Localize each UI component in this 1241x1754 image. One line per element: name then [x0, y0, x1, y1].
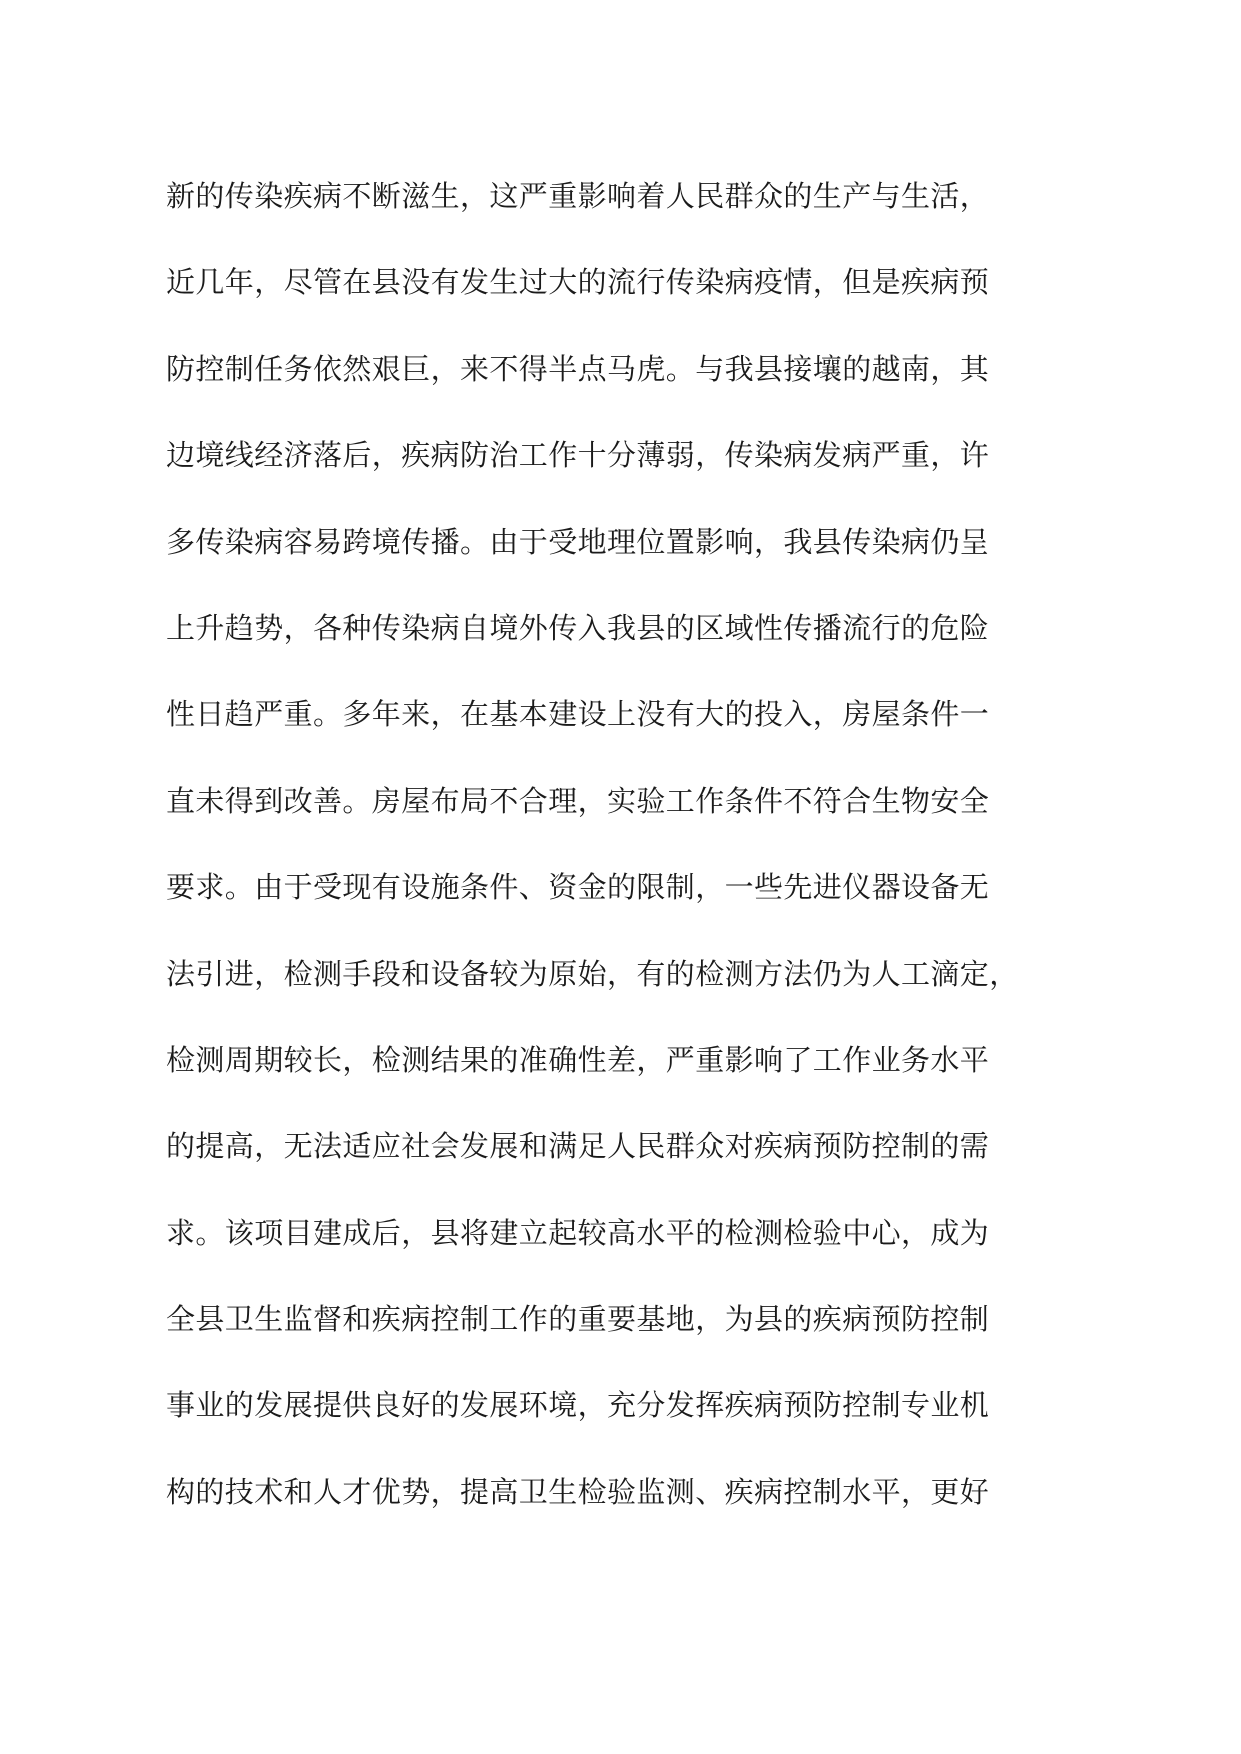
text-line: 的提高，无法适应社会发展和满足人民群众对疾病预防控制的需: [166, 1129, 990, 1164]
text-line: 要求。由于受现有设施条件、资金的限制，一些先进仪器设备无: [166, 870, 990, 905]
text-line: 多传染病容易跨境传播。由于受地理位置影响，我县传染病仍呈: [166, 524, 990, 559]
body-paragraph: [166, 178, 1096, 1560]
text-line: 直未得到改善。房屋布局不合理，实验工作条件不符合生物安全: [166, 783, 990, 818]
text-line: 防控制任务依然艰巨，来不得半点马虎。与我县接壤的越南，其: [166, 351, 990, 386]
text-line: 构的技术和人才优势，提高卫生检验监测、疾病控制水平，更好: [166, 1474, 990, 1509]
text-line: 性日趋严重。多年来，在基本建设上没有大的投入，房屋条件一: [166, 697, 990, 732]
text-line: 边境线经济落后，疾病防治工作十分薄弱，传染病发病严重，许: [166, 438, 990, 473]
text-line: 求。该项目建成后，县将建立起较高水平的检测检验中心，成为: [166, 1215, 990, 1250]
text-line: 上升趋势，各种传染病自境外传入我县的区域性传播流行的危险: [166, 610, 990, 645]
text-line: 法引进，检测手段和设备较为原始，有的检测方法仍为人工滴定，: [166, 956, 1019, 991]
text-line: 全县卫生监督和疾病控制工作的重要基地，为县的疾病预防控制: [166, 1302, 990, 1337]
text-line: 事业的发展提供良好的发展环境，充分发挥疾病预防控制专业机: [166, 1388, 990, 1423]
text-line: 新的传染疾病不断滋生，这严重影响着人民群众的生产与生活，: [166, 179, 990, 213]
text-line: 近几年，尽管在县没有发生过大的流行传染病疫情，但是疾病预: [166, 265, 990, 300]
text-line: 检测周期较长，检测结果的准确性差，严重影响了工作业务水平: [166, 1042, 990, 1077]
